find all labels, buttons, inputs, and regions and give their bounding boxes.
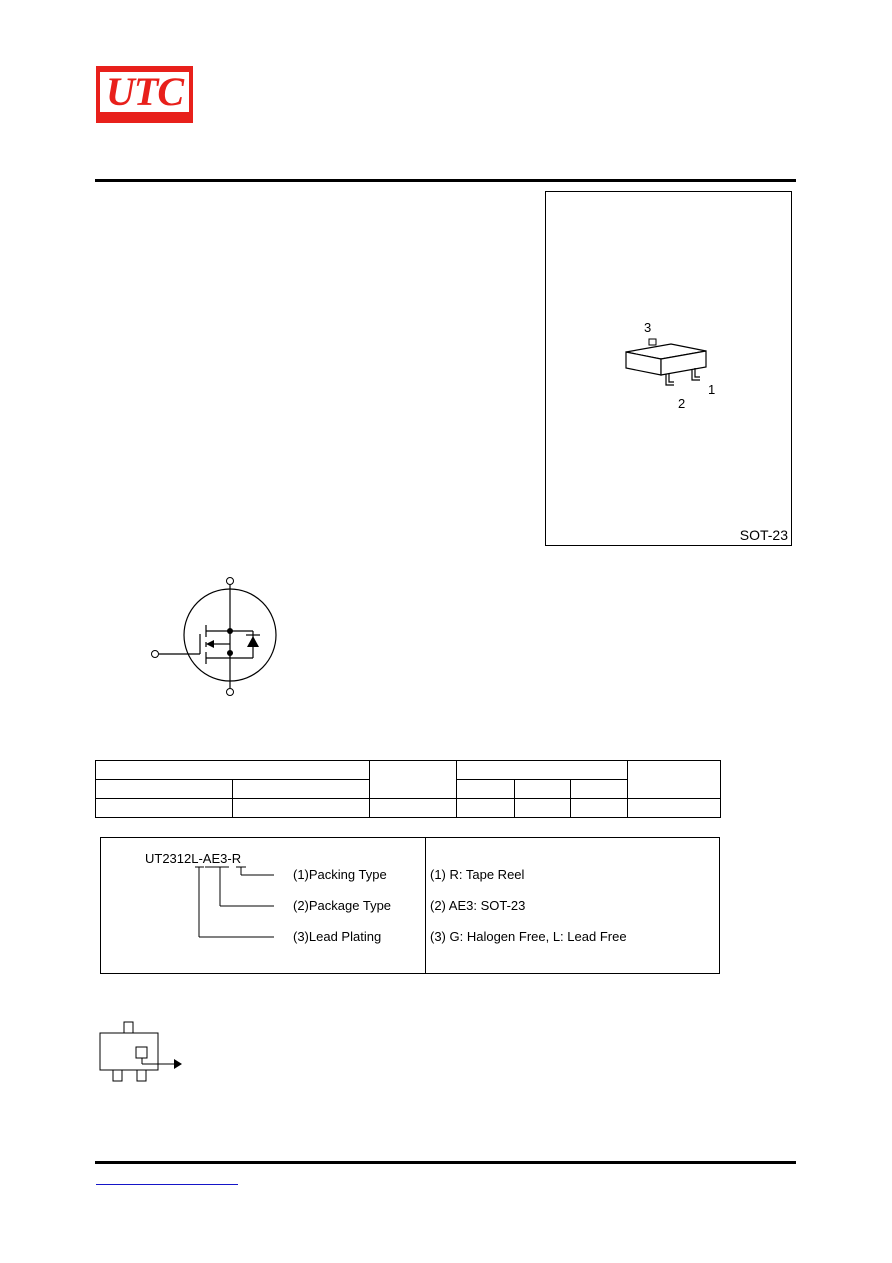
pin-label-1: 1 — [708, 382, 716, 397]
sot23-package-drawing — [616, 327, 726, 417]
table-cell — [571, 780, 628, 799]
footer-website-link[interactable] — [96, 1170, 238, 1185]
table-cell — [96, 799, 233, 818]
package-name: SOT-23 — [739, 527, 788, 543]
table-row — [96, 761, 721, 780]
table-cell — [233, 799, 370, 818]
table-cell — [515, 799, 571, 818]
table-row — [96, 799, 721, 818]
logo-inner-panel — [100, 69, 189, 114]
table-cell — [370, 799, 457, 818]
utc-logo — [96, 66, 193, 123]
logo-text: UTC — [106, 69, 183, 114]
table-cell — [457, 780, 515, 799]
ordering-field-label: (1)Packing Type — [293, 867, 387, 882]
ordering-field-value: (1) R: Tape Reel — [430, 867, 525, 882]
table-cell — [628, 761, 721, 799]
table-cell — [96, 780, 233, 799]
ordering-field-value: (2) AE3: SOT-23 — [430, 898, 526, 913]
package-box — [545, 191, 792, 546]
table-cell — [96, 761, 370, 780]
table-cell — [515, 780, 571, 799]
table-cell — [233, 780, 370, 799]
footer-rule — [95, 1161, 796, 1164]
table-cell — [457, 761, 628, 780]
ordering-field-value: (3) G: Halogen Free, L: Lead Free — [430, 929, 627, 944]
marking-diagram — [96, 1018, 186, 1088]
ordering-field-label: (3)Lead Plating — [293, 929, 382, 944]
mosfet-symbol — [140, 570, 300, 700]
header-rule — [95, 179, 796, 182]
pin-label-3: 3 — [644, 320, 652, 335]
ordering-field-label: (2)Package Type — [293, 898, 392, 913]
table-cell — [571, 799, 628, 818]
ordering-info-box — [100, 837, 720, 974]
ordering-divider — [425, 838, 426, 973]
ordering-part-number: UT2312L-AE3-R — [145, 851, 242, 866]
table-cell — [457, 799, 515, 818]
pin-label-2: 2 — [678, 396, 686, 411]
part-number-table — [95, 760, 721, 818]
table-cell — [370, 761, 457, 799]
table-cell — [628, 799, 721, 818]
